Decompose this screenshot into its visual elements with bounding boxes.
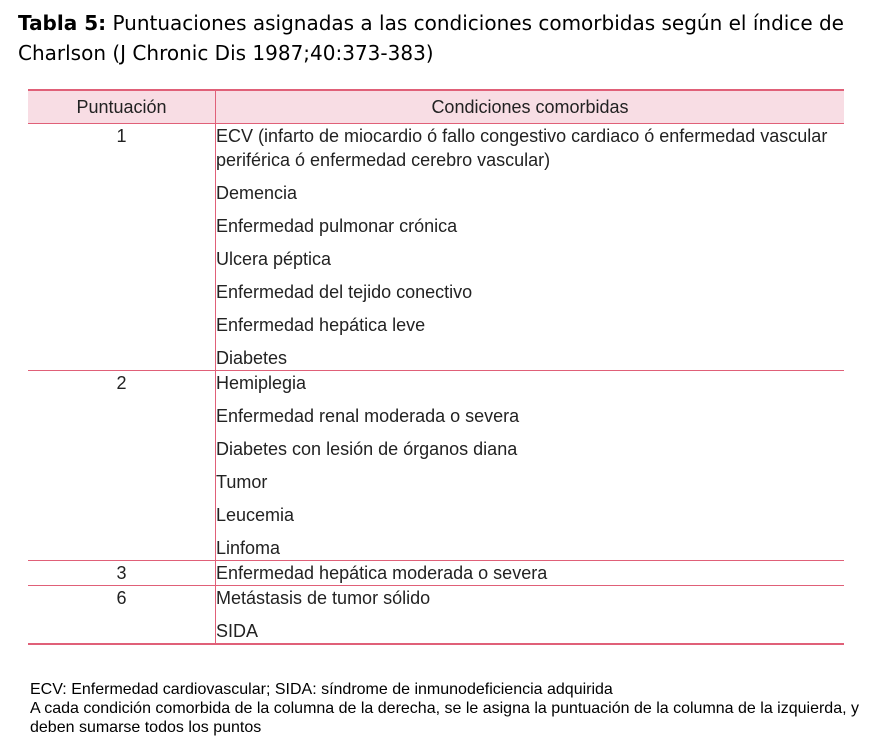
header-conditions: Condiciones comorbidas — [216, 90, 845, 124]
caption-text: Puntuaciones asignadas a las condiciones comorbidas según el índice de Charlson (J Chronic Dis 1987;40:373-383) — [18, 11, 844, 65]
footnotes — [30, 680, 870, 737]
table-row — [28, 586, 844, 645]
condition-item: Enfermedad pulmonar crónica — [216, 216, 458, 236]
condition-item: Diabetes con lesión de órganos diana — [216, 439, 518, 459]
conditions-cell — [216, 371, 845, 561]
table-caption — [18, 8, 878, 68]
charlson-table — [28, 89, 844, 645]
table-row — [28, 371, 844, 561]
score-cell: 3 — [28, 561, 216, 586]
condition-item: ECV (infarto de miocardio ó fallo congestivo cardiaco ó enfermedad vascular periférica ó enfermedad cerebro vascular) — [216, 126, 828, 170]
score-cell: 6 — [28, 586, 216, 645]
condition-item: Hemiplegia — [216, 373, 307, 393]
footnote-abbreviations: ECV: Enfermedad cardiovascular; SIDA: síndrome de inmunodeficiencia adquirida — [30, 681, 613, 698]
condition-item: Enfermedad renal moderada o severa — [216, 406, 520, 426]
condition-item: SIDA — [216, 621, 259, 641]
header-score: Puntuación — [28, 90, 216, 124]
conditions-cell — [216, 586, 845, 645]
score-cell: 2 — [28, 371, 216, 561]
condition-item: Metástasis de tumor sólido — [216, 588, 431, 608]
condition-item: Tumor — [216, 472, 268, 492]
condition-item: Demencia — [216, 183, 298, 203]
table-row — [28, 561, 844, 586]
condition-item: Enfermedad hepática moderada o severa — [216, 563, 548, 583]
condition-item: Leucemia — [216, 505, 295, 525]
condition-item: Linfoma — [216, 538, 281, 558]
condition-item: Ulcera péptica — [216, 249, 332, 269]
table-row — [28, 124, 844, 371]
condition-item: Enfermedad hepática leve — [216, 315, 426, 335]
conditions-cell — [216, 561, 845, 586]
condition-item: Enfermedad del tejido conectivo — [216, 282, 473, 302]
condition-item: Diabetes — [216, 348, 288, 368]
footnote-instructions: A cada condición comorbida de la columna de la derecha, se le asigna la puntuación de la columna de la izquierda, y deben sumarse todos los puntos — [30, 700, 859, 736]
caption-label: Tabla 5: — [18, 11, 107, 35]
conditions-cell — [216, 124, 845, 371]
table-header-row — [28, 90, 844, 124]
score-cell: 1 — [28, 124, 216, 371]
